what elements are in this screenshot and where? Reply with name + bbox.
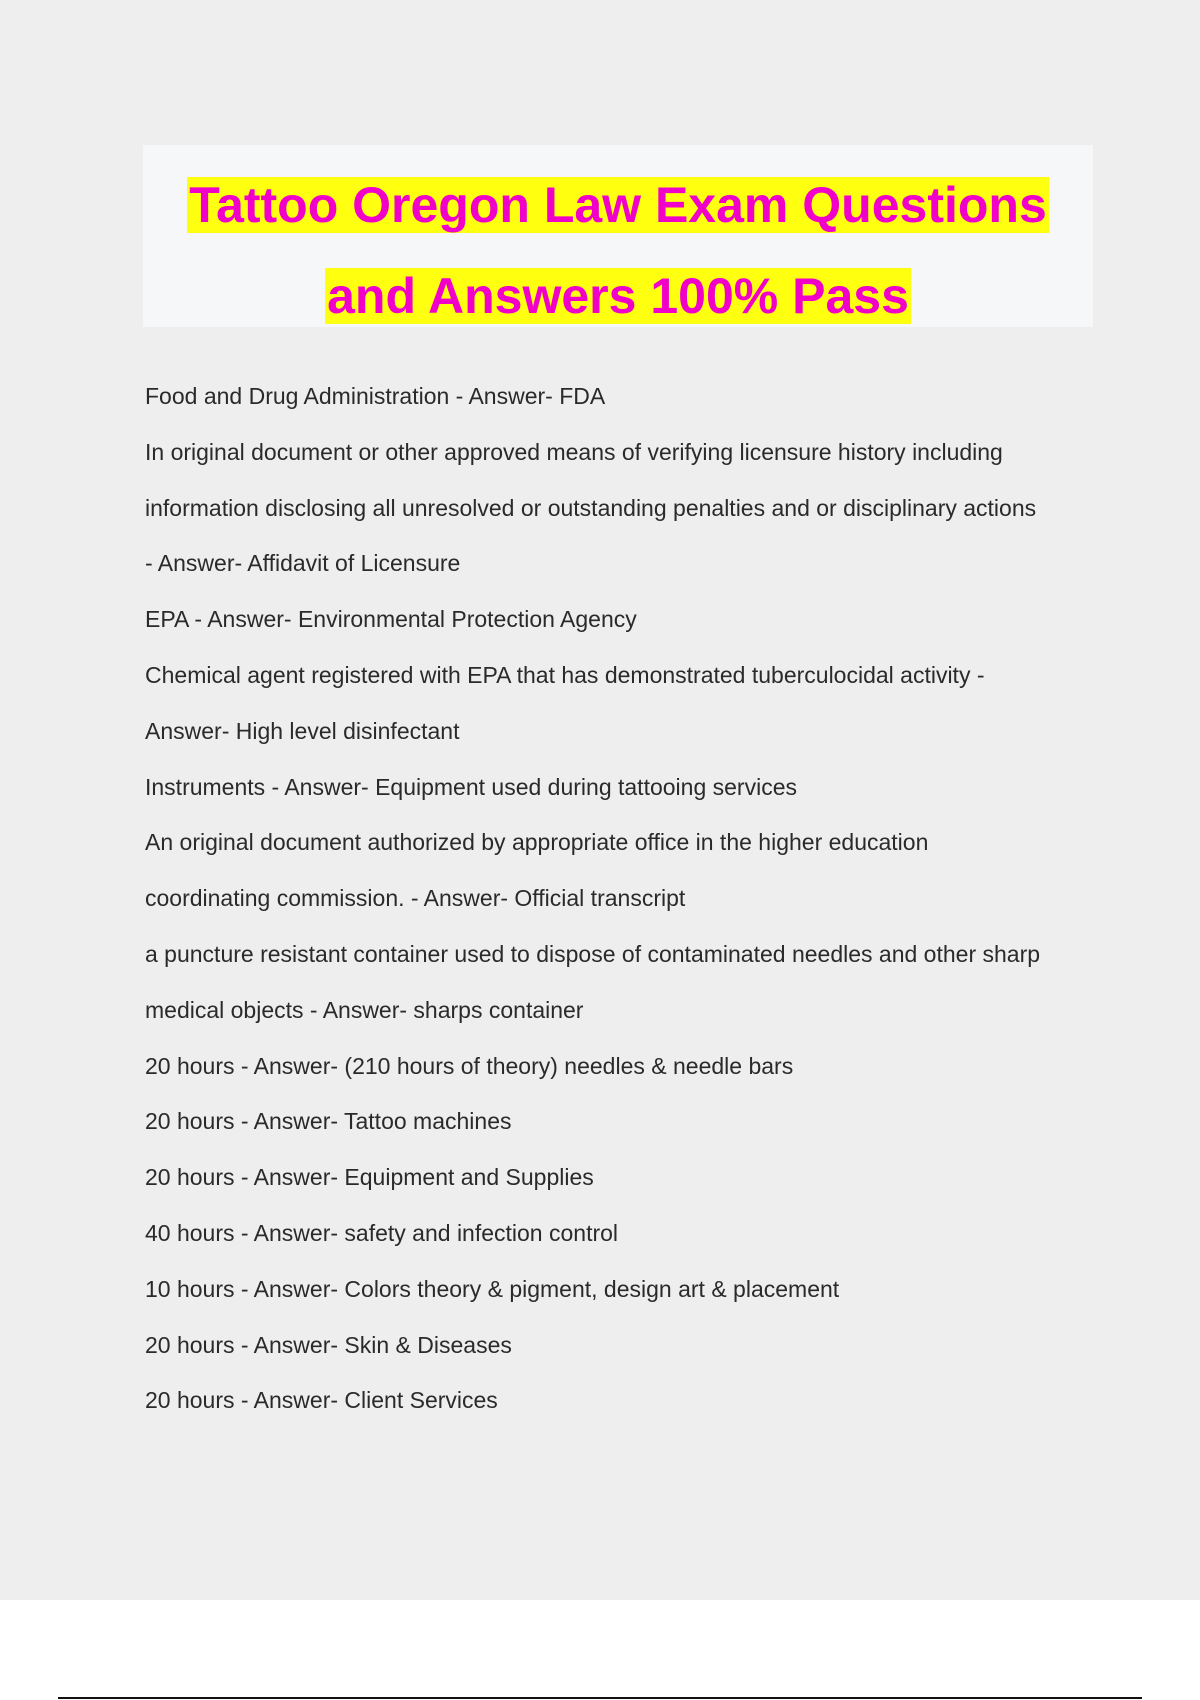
text-line: medical objects - Answer- sharps container: [145, 996, 584, 1023]
footer-rule: [58, 1697, 1142, 1699]
text-line: Instruments - Answer- Equipment used during tattooing services: [145, 773, 797, 800]
text-line: Chemical agent registered with EPA that has demonstrated tuberculocidal activity -: [145, 661, 985, 688]
text-line: Food and Drug Administration - Answer- FDA: [145, 383, 606, 409]
text-line: 20 hours - Answer- Tattoo machines: [145, 1108, 512, 1135]
text-line: In original document or other approved means of verifying licensure history including: [145, 438, 1003, 465]
title-line-1-text: Tattoo Oregon Law Exam Questions: [189, 177, 1047, 233]
text-line: - Answer- Affidavit of Licensure: [145, 550, 461, 577]
text-line: information disclosing all unresolved or outstanding penalties and or disciplinary actions: [145, 494, 1037, 521]
text-line: 40 hours - Answer- safety and infection control: [145, 1219, 619, 1246]
text-line: 20 hours - Answer- Client Services: [145, 1387, 498, 1414]
text-line: 20 hours - Answer- Equipment and Supplies: [145, 1164, 594, 1191]
text-line: 10 hours - Answer- Colors theory & pigment, design art & placement: [145, 1275, 840, 1302]
text-line: 20 hours - Answer- (210 hours of theory) needles & needle bars: [145, 1052, 794, 1079]
text-line: a puncture resistant container used to dispose of contaminated needles and other sharp: [145, 940, 1041, 967]
title-line-1: [143, 175, 1093, 235]
title-line-2: [143, 266, 1093, 326]
qa-list: [145, 369, 1095, 1429]
text-line: 20 hours - Answer- Skin & Diseases: [145, 1331, 512, 1358]
text-line: Answer- High level disinfectant: [145, 717, 460, 744]
text-line: coordinating commission. - Answer- Official transcript: [145, 885, 686, 912]
title-line-2-text: and Answers 100% Pass: [327, 268, 909, 324]
text-line: An original document authorized by appropriate office in the higher education: [145, 829, 929, 856]
title-box: [143, 145, 1093, 327]
text-line: EPA - Answer- Environmental Protection Agency: [145, 606, 637, 633]
